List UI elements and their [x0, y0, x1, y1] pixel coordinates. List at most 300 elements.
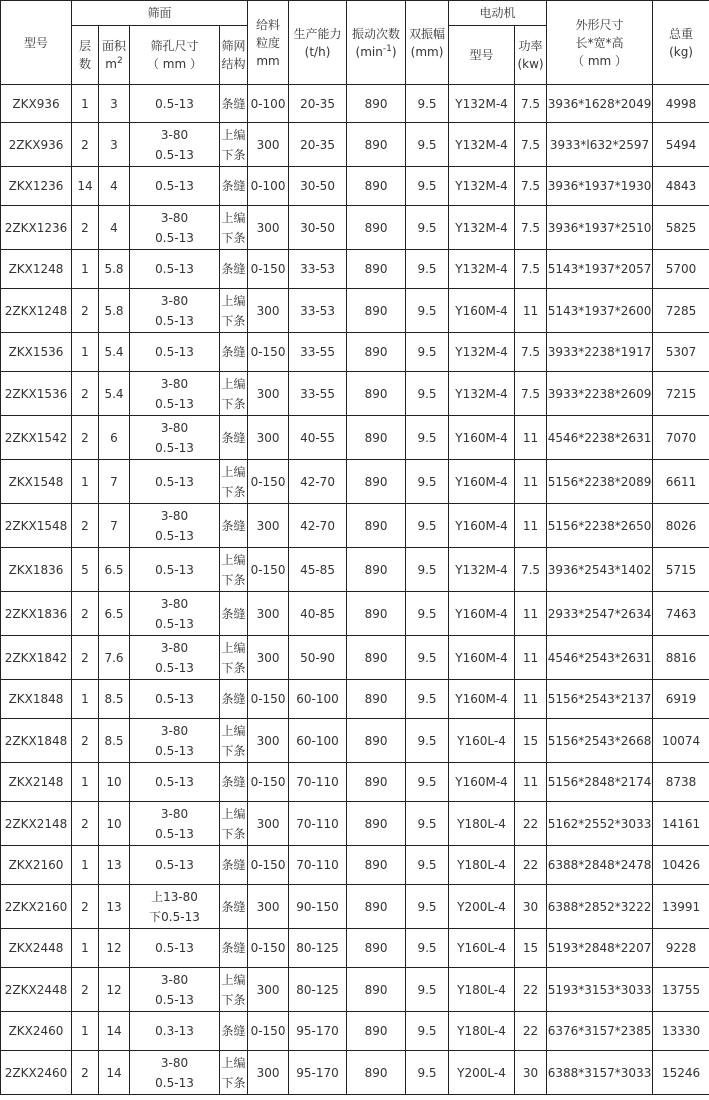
cell-capacity: 70-110 — [289, 846, 347, 885]
cell-freq: 890 — [347, 1012, 406, 1051]
cell-feed: 300 — [248, 504, 289, 548]
cell-weight: 8816 — [653, 636, 709, 680]
cell-capacity: 20-35 — [289, 85, 347, 123]
table-row — [1, 289, 709, 333]
cell-motor: Y160M-4 — [449, 289, 515, 333]
cell-feed: 0-100 — [248, 167, 289, 206]
cell-feed: 300 — [248, 885, 289, 929]
table-row — [1, 1012, 709, 1051]
cell-feed: 300 — [248, 968, 289, 1012]
cell-model: 2ZKX1842 — [1, 636, 72, 680]
cell-power: 30 — [515, 1051, 547, 1095]
cell-model: 2ZKX1548 — [1, 504, 72, 548]
cell-layers: 1 — [72, 250, 99, 289]
cell-model: 2ZKX936 — [1, 123, 72, 167]
table-row — [1, 416, 709, 460]
cell-layers: 2 — [72, 123, 99, 167]
cell-dims: 5143*1937*2600 — [547, 289, 653, 333]
cell-capacity: 20-35 — [289, 123, 347, 167]
cell-dims: 3933*2238*2609 — [547, 372, 653, 416]
cell-motor: Y200L-4 — [449, 885, 515, 929]
header-power: 功率 (kw) — [515, 26, 547, 85]
cell-freq: 890 — [347, 85, 406, 123]
cell-struct: 上编 下条 — [220, 548, 248, 592]
cell-motor: Y160L-4 — [449, 719, 515, 763]
cell-amp: 9.5 — [406, 206, 449, 250]
cell-motor: Y132M-4 — [449, 206, 515, 250]
cell-layers: 2 — [72, 592, 99, 636]
cell-motor: Y160M-4 — [449, 592, 515, 636]
table-row — [1, 929, 709, 968]
cell-capacity: 42-70 — [289, 504, 347, 548]
cell-model: ZKX1848 — [1, 680, 72, 719]
cell-dims: 3936*1628*2049 — [547, 85, 653, 123]
cell-power: 7.5 — [515, 206, 547, 250]
cell-motor: Y160M-4 — [449, 636, 515, 680]
cell-struct: 上编 下条 — [220, 123, 248, 167]
cell-weight: 7285 — [653, 289, 709, 333]
cell-motor: Y160M-4 — [449, 460, 515, 504]
cell-struct: 上编 下条 — [220, 636, 248, 680]
header-weight: 总重 (kg) — [653, 1, 709, 85]
cell-power: 11 — [515, 763, 547, 802]
cell-layers: 1 — [72, 85, 99, 123]
cell-model: ZKX2448 — [1, 929, 72, 968]
cell-motor: Y180L-4 — [449, 846, 515, 885]
cell-weight: 10074 — [653, 719, 709, 763]
cell-capacity: 70-110 — [289, 802, 347, 846]
cell-model: 2ZKX2460 — [1, 1051, 72, 1095]
table-row — [1, 206, 709, 250]
table-row — [1, 333, 709, 372]
cell-power: 11 — [515, 460, 547, 504]
cell-feed: 0-150 — [248, 680, 289, 719]
header-feed-size: 给料 粒度 mm — [248, 1, 289, 85]
cell-area: 6.5 — [99, 548, 130, 592]
cell-struct: 条缝 — [220, 250, 248, 289]
cell-struct: 条缝 — [220, 929, 248, 968]
cell-amp: 9.5 — [406, 333, 449, 372]
cell-power: 7.5 — [515, 250, 547, 289]
cell-weight: 5715 — [653, 548, 709, 592]
cell-feed: 0-150 — [248, 250, 289, 289]
cell-layers: 2 — [72, 802, 99, 846]
cell-model: ZKX936 — [1, 85, 72, 123]
cell-weight: 5825 — [653, 206, 709, 250]
table-row — [1, 167, 709, 206]
cell-amp: 9.5 — [406, 592, 449, 636]
cell-struct: 条缝 — [220, 333, 248, 372]
cell-power: 7.5 — [515, 372, 547, 416]
table-header — [1, 1, 709, 85]
cell-amp: 9.5 — [406, 719, 449, 763]
cell-motor: Y132M-4 — [449, 167, 515, 206]
cell-capacity: 30-50 — [289, 206, 347, 250]
cell-dims: 3936*2543*1402 — [547, 548, 653, 592]
cell-freq: 890 — [347, 1051, 406, 1095]
cell-capacity: 95-170 — [289, 1051, 347, 1095]
cell-struct: 条缝 — [220, 680, 248, 719]
cell-feed: 300 — [248, 206, 289, 250]
table-row — [1, 802, 709, 846]
cell-freq: 890 — [347, 592, 406, 636]
cell-struct: 条缝 — [220, 85, 248, 123]
cell-dims: 4546*2238*2631 — [547, 416, 653, 460]
cell-capacity: 40-85 — [289, 592, 347, 636]
table-row — [1, 123, 709, 167]
cell-layers: 14 — [72, 167, 99, 206]
cell-area: 8.5 — [99, 719, 130, 763]
cell-amp: 9.5 — [406, 250, 449, 289]
cell-struct: 上编 下条 — [220, 802, 248, 846]
cell-feed: 0-150 — [248, 929, 289, 968]
cell-feed: 300 — [248, 1051, 289, 1095]
cell-weight: 5700 — [653, 250, 709, 289]
cell-capacity: 70-110 — [289, 763, 347, 802]
table-row — [1, 250, 709, 289]
cell-aperture: 3-80 0.5-13 — [130, 1051, 220, 1095]
cell-weight: 4843 — [653, 167, 709, 206]
cell-dims: 6388*2848*2478 — [547, 846, 653, 885]
cell-aperture: 0.5-13 — [130, 680, 220, 719]
cell-freq: 890 — [347, 504, 406, 548]
cell-power: 7.5 — [515, 85, 547, 123]
cell-model: ZKX1536 — [1, 333, 72, 372]
cell-motor: Y132M-4 — [449, 548, 515, 592]
cell-struct: 条缝 — [220, 846, 248, 885]
cell-dims: 5143*1937*2057 — [547, 250, 653, 289]
cell-capacity: 30-50 — [289, 167, 347, 206]
cell-capacity: 60-100 — [289, 719, 347, 763]
table-row — [1, 968, 709, 1012]
cell-aperture: 3-80 0.5-13 — [130, 719, 220, 763]
cell-struct: 条缝 — [220, 763, 248, 802]
cell-layers: 2 — [72, 885, 99, 929]
cell-capacity: 80-125 — [289, 968, 347, 1012]
cell-feed: 0-100 — [248, 85, 289, 123]
cell-struct: 上编 下条 — [220, 719, 248, 763]
cell-amp: 9.5 — [406, 846, 449, 885]
cell-dims: 5156*2543*2668 — [547, 719, 653, 763]
cell-area: 5.8 — [99, 289, 130, 333]
cell-area: 5.8 — [99, 250, 130, 289]
cell-model: 2ZKX1848 — [1, 719, 72, 763]
cell-aperture: 3-80 0.5-13 — [130, 206, 220, 250]
cell-model: 2ZKX2160 — [1, 885, 72, 929]
cell-layers: 2 — [72, 1051, 99, 1095]
cell-amp: 9.5 — [406, 85, 449, 123]
header-capacity: 生产能力 (t/h) — [289, 1, 347, 85]
header-screen: 筛面 — [72, 1, 248, 26]
cell-freq: 890 — [347, 167, 406, 206]
cell-feed: 300 — [248, 592, 289, 636]
cell-area: 13 — [99, 846, 130, 885]
cell-motor: Y180L-4 — [449, 1012, 515, 1051]
cell-dims: 5193*3153*3033 — [547, 968, 653, 1012]
cell-dims: 5156*2848*2174 — [547, 763, 653, 802]
cell-amp: 9.5 — [406, 802, 449, 846]
cell-feed: 300 — [248, 636, 289, 680]
cell-layers: 1 — [72, 763, 99, 802]
cell-freq: 890 — [347, 289, 406, 333]
cell-aperture: 0.5-13 — [130, 763, 220, 802]
table-row — [1, 548, 709, 592]
cell-dims: 6376*3157*2385 — [547, 1012, 653, 1051]
cell-capacity: 33-53 — [289, 289, 347, 333]
cell-motor: Y160L-4 — [449, 929, 515, 968]
cell-capacity: 80-125 — [289, 929, 347, 968]
cell-model: 2ZKX1236 — [1, 206, 72, 250]
cell-weight: 5307 — [653, 333, 709, 372]
cell-aperture: 0.3-13 — [130, 1012, 220, 1051]
cell-layers: 2 — [72, 289, 99, 333]
cell-feed: 300 — [248, 123, 289, 167]
cell-freq: 890 — [347, 680, 406, 719]
cell-power: 11 — [515, 680, 547, 719]
cell-struct: 上编 下条 — [220, 968, 248, 1012]
cell-area: 13 — [99, 885, 130, 929]
cell-weight: 4998 — [653, 85, 709, 123]
cell-layers: 1 — [72, 929, 99, 968]
cell-feed: 0-150 — [248, 763, 289, 802]
cell-feed: 300 — [248, 416, 289, 460]
cell-power: 30 — [515, 885, 547, 929]
cell-dims: 3936*1937*2510 — [547, 206, 653, 250]
cell-dims: 4546*2543*2631 — [547, 636, 653, 680]
cell-struct: 上编 下条 — [220, 372, 248, 416]
cell-feed: 300 — [248, 802, 289, 846]
cell-freq: 890 — [347, 763, 406, 802]
cell-motor: Y180L-4 — [449, 802, 515, 846]
cell-area: 4 — [99, 206, 130, 250]
cell-feed: 300 — [248, 372, 289, 416]
cell-model: ZKX1548 — [1, 460, 72, 504]
cell-aperture: 3-80 0.5-13 — [130, 504, 220, 548]
cell-capacity: 90-150 — [289, 885, 347, 929]
cell-aperture: 0.5-13 — [130, 167, 220, 206]
cell-power: 7.5 — [515, 167, 547, 206]
cell-feed: 300 — [248, 719, 289, 763]
cell-weight: 7215 — [653, 372, 709, 416]
cell-amp: 9.5 — [406, 548, 449, 592]
header-area: 面积 $m^2$ — [99, 26, 130, 85]
cell-amp: 9.5 — [406, 680, 449, 719]
cell-aperture: 3-80 0.5-13 — [130, 592, 220, 636]
cell-layers: 1 — [72, 460, 99, 504]
cell-aperture: 3-80 0.5-13 — [130, 372, 220, 416]
cell-layers: 2 — [72, 372, 99, 416]
cell-motor: Y200L-4 — [449, 1051, 515, 1095]
cell-freq: 890 — [347, 802, 406, 846]
cell-freq: 890 — [347, 460, 406, 504]
cell-amp: 9.5 — [406, 929, 449, 968]
cell-freq: 890 — [347, 548, 406, 592]
table-row — [1, 592, 709, 636]
cell-dims: 3936*1937*1930 — [547, 167, 653, 206]
cell-freq: 890 — [347, 968, 406, 1012]
cell-amp: 9.5 — [406, 885, 449, 929]
table-row — [1, 680, 709, 719]
cell-amp: 9.5 — [406, 968, 449, 1012]
header-model: 型号 — [1, 1, 72, 85]
cell-area: 14 — [99, 1051, 130, 1095]
cell-aperture: 0.5-13 — [130, 460, 220, 504]
cell-layers: 1 — [72, 846, 99, 885]
cell-model: 2ZKX1248 — [1, 289, 72, 333]
cell-amp: 9.5 — [406, 1012, 449, 1051]
cell-struct: 条缝 — [220, 416, 248, 460]
cell-power: 22 — [515, 1012, 547, 1051]
cell-motor: Y160M-4 — [449, 680, 515, 719]
cell-dims: 5193*2848*2207 — [547, 929, 653, 968]
cell-area: 5.4 — [99, 333, 130, 372]
cell-struct: 条缝 — [220, 1012, 248, 1051]
cell-power: 7.5 — [515, 123, 547, 167]
cell-feed: 0-150 — [248, 846, 289, 885]
header-aperture: 筛孔尺寸 （ mm ） — [130, 26, 220, 85]
cell-weight: 15246 — [653, 1051, 709, 1095]
cell-model: ZKX2460 — [1, 1012, 72, 1051]
cell-aperture: 3-80 0.5-13 — [130, 416, 220, 460]
cell-area: 6.5 — [99, 592, 130, 636]
cell-struct: 条缝 — [220, 592, 248, 636]
cell-area: 10 — [99, 802, 130, 846]
header-mesh-struct: 筛网 结构 — [220, 26, 248, 85]
cell-amp: 9.5 — [406, 460, 449, 504]
header-vib-freq: 振动次数 $(\min^{-1})$ — [347, 1, 406, 85]
cell-amp: 9.5 — [406, 763, 449, 802]
cell-layers: 1 — [72, 1012, 99, 1051]
cell-aperture: 0.5-13 — [130, 548, 220, 592]
cell-aperture: 0.5-13 — [130, 85, 220, 123]
cell-weight: 13330 — [653, 1012, 709, 1051]
cell-model: ZKX1248 — [1, 250, 72, 289]
table-body — [1, 85, 709, 1095]
cell-amp: 9.5 — [406, 372, 449, 416]
cell-struct: 上编 下条 — [220, 206, 248, 250]
cell-capacity: 95-170 — [289, 1012, 347, 1051]
cell-power: 11 — [515, 504, 547, 548]
cell-aperture: 0.5-13 — [130, 333, 220, 372]
cell-amp: 9.5 — [406, 289, 449, 333]
cell-freq: 890 — [347, 372, 406, 416]
cell-motor: Y160M-4 — [449, 416, 515, 460]
table-row — [1, 763, 709, 802]
cell-weight: 5494 — [653, 123, 709, 167]
cell-power: 22 — [515, 846, 547, 885]
cell-capacity: 42-70 — [289, 460, 347, 504]
cell-struct: 条缝 — [220, 885, 248, 929]
cell-dims: 5156*2238*2089 — [547, 460, 653, 504]
cell-aperture: 3-80 0.5-13 — [130, 802, 220, 846]
cell-aperture: 0.5-13 — [130, 846, 220, 885]
cell-freq: 890 — [347, 885, 406, 929]
cell-capacity: 33-53 — [289, 250, 347, 289]
cell-model: ZKX2160 — [1, 846, 72, 885]
cell-freq: 890 — [347, 206, 406, 250]
cell-layers: 1 — [72, 680, 99, 719]
cell-area: 10 — [99, 763, 130, 802]
table-row — [1, 719, 709, 763]
cell-amp: 9.5 — [406, 167, 449, 206]
cell-aperture: 0.5-13 — [130, 250, 220, 289]
cell-aperture: 3-80 0.5-13 — [130, 636, 220, 680]
cell-motor: Y160M-4 — [449, 763, 515, 802]
cell-weight: 8026 — [653, 504, 709, 548]
cell-layers: 1 — [72, 333, 99, 372]
cell-aperture: 3-80 0.5-13 — [130, 123, 220, 167]
cell-area: 5.4 — [99, 372, 130, 416]
cell-struct: 上编 下条 — [220, 289, 248, 333]
cell-capacity: 60-100 — [289, 680, 347, 719]
cell-motor: Y132M-4 — [449, 123, 515, 167]
cell-weight: 6611 — [653, 460, 709, 504]
cell-motor: Y132M-4 — [449, 250, 515, 289]
cell-power: 11 — [515, 592, 547, 636]
cell-capacity: 40-55 — [289, 416, 347, 460]
cell-area: 7 — [99, 460, 130, 504]
cell-capacity: 33-55 — [289, 333, 347, 372]
header-motor: 电动机 — [449, 1, 547, 26]
cell-layers: 2 — [72, 504, 99, 548]
cell-area: 7.6 — [99, 636, 130, 680]
cell-model: 2ZKX2448 — [1, 968, 72, 1012]
cell-weight: 6919 — [653, 680, 709, 719]
cell-weight: 7070 — [653, 416, 709, 460]
cell-model: 2ZKX1536 — [1, 372, 72, 416]
cell-weight: 7463 — [653, 592, 709, 636]
cell-model: ZKX1836 — [1, 548, 72, 592]
cell-amp: 9.5 — [406, 416, 449, 460]
header-dims: 外形尺寸 长*宽*高 （ mm ） — [547, 1, 653, 85]
table-row — [1, 85, 709, 123]
cell-layers: 5 — [72, 548, 99, 592]
cell-capacity: 50-90 — [289, 636, 347, 680]
cell-area: 3 — [99, 123, 130, 167]
cell-aperture: 上13-80 下0.5-13 — [130, 885, 220, 929]
header-layers: 层 数 — [72, 26, 99, 85]
cell-dims: 2933*2547*2634 — [547, 592, 653, 636]
table-row — [1, 372, 709, 416]
cell-motor: Y160M-4 — [449, 504, 515, 548]
cell-model: 2ZKX1836 — [1, 592, 72, 636]
table-row — [1, 1051, 709, 1095]
cell-freq: 890 — [347, 636, 406, 680]
cell-power: 7.5 — [515, 548, 547, 592]
cell-power: 15 — [515, 929, 547, 968]
cell-layers: 2 — [72, 416, 99, 460]
cell-area: 12 — [99, 929, 130, 968]
cell-motor: Y132M-4 — [449, 333, 515, 372]
cell-freq: 890 — [347, 416, 406, 460]
cell-weight: 13755 — [653, 968, 709, 1012]
cell-dims: 5156*2543*2137 — [547, 680, 653, 719]
cell-area: 4 — [99, 167, 130, 206]
cell-freq: 890 — [347, 333, 406, 372]
cell-weight: 9228 — [653, 929, 709, 968]
cell-area: 7 — [99, 504, 130, 548]
header-amplitude: 双振幅 (mm) — [406, 1, 449, 85]
table-row — [1, 846, 709, 885]
cell-dims: 3933*l632*2597 — [547, 123, 653, 167]
cell-feed: 0-150 — [248, 548, 289, 592]
cell-power: 22 — [515, 968, 547, 1012]
cell-struct: 条缝 — [220, 504, 248, 548]
cell-freq: 890 — [347, 123, 406, 167]
cell-dims: 5156*2238*2650 — [547, 504, 653, 548]
cell-struct: 条缝 — [220, 167, 248, 206]
cell-struct: 上编 下条 — [220, 1051, 248, 1095]
